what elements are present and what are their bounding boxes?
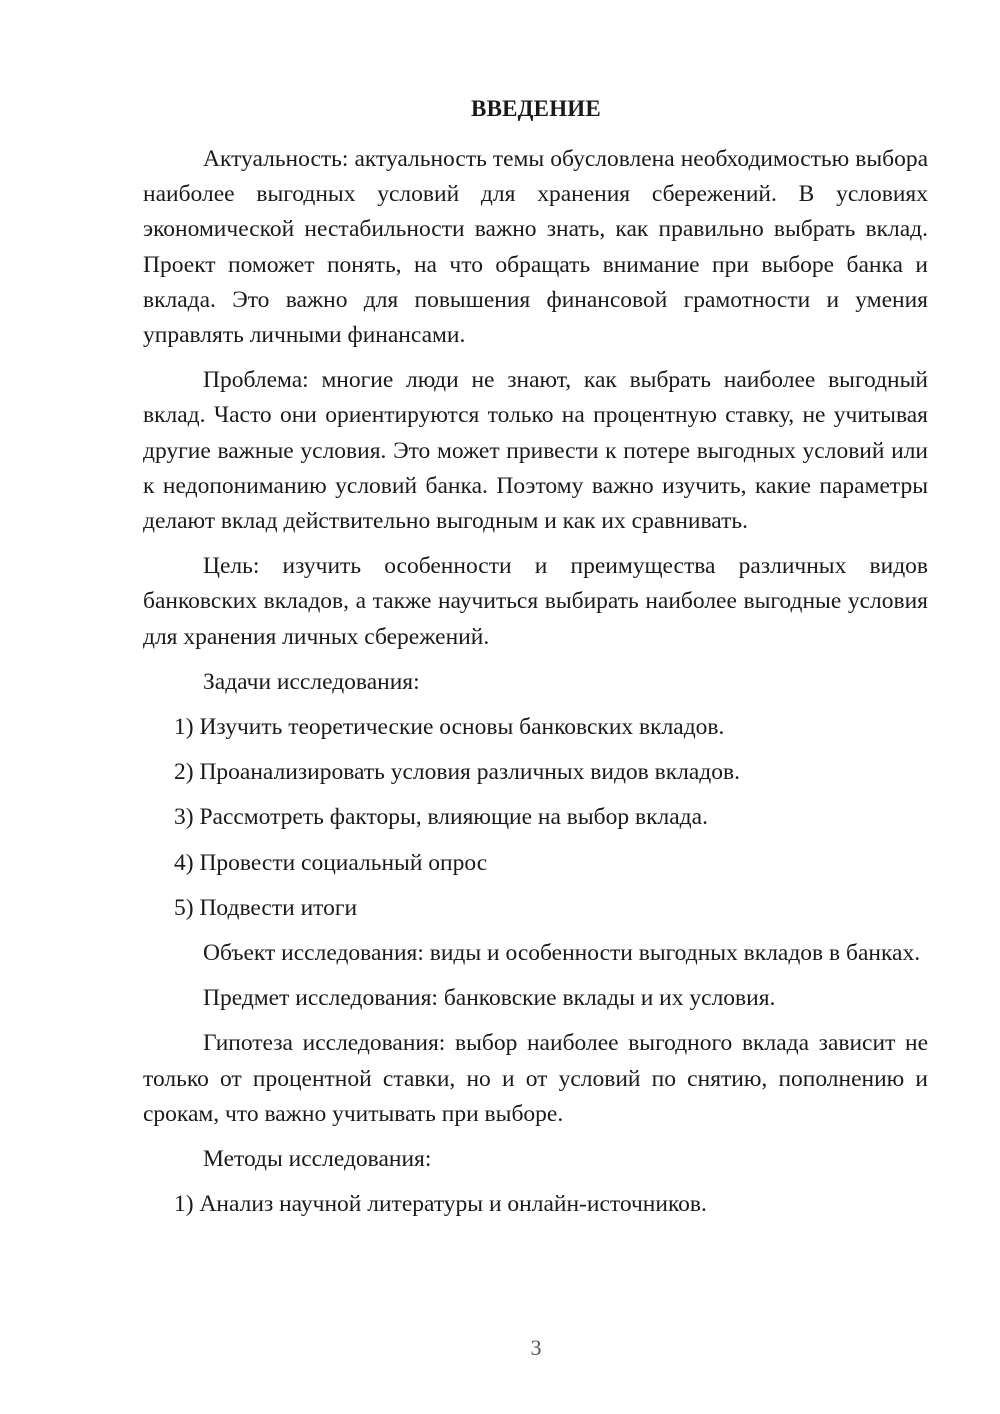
paragraph-problem: Проблема: многие люди не знают, как выбрать наиболее выгодный вклад. Часто они ориентируются только на процентную ставку, не учитывая другие важные условия. Это может привести к потере выгодных условий или к недопониманию условий банка. Поэтому важно изучить, какие параметры делают вклад действительно выгодным и как их сравнивать. [143,367,928,535]
method-item-1: 1) Анализ научной литературы и онлайн-источников. [174,1191,707,1218]
paragraph-relevance: Актуальность: актуальность темы обусловлена необходимостью выбора наиболее выгодных условий для хранения сбережений. В условиях экономической нестабильности важно знать, как правильно выбрать вклад. Проект поможет понять, на что обращать внимание при выборе банка и вклада. Это важно для повышения финансовой грамотности и умения управлять личными финансами. [143,146,928,349]
tasks-heading: Задачи исследования: [203,668,420,695]
paragraph-goal: Цель: изучить особенности и преимущества различных видов банковских вкладов, а также научиться выбирать наиболее выгодные условия для хранения личных сбережений. [143,553,928,650]
task-item-2: 2) Проанализировать условия различных видов вкладов. [174,759,740,786]
task-item-4: 4) Провести социальный опрос [174,849,488,876]
task-item-3: 3) Рассмотреть факторы, влияющие на выбор вклада. [174,804,708,831]
task-item-5: 5) Подвести итоги [174,894,358,921]
paragraph-object: Объект исследования: виды и особенности выгодных вкладов в банках. [203,940,921,967]
page-number: 3 [530,1335,542,1360]
paragraph-subject: Предмет исследования: банковские вклады и их условия. [203,985,776,1012]
task-item-1: 1) Изучить теоретические основы банковских вкладов. [174,714,725,741]
document-body [143,142,928,1232]
methods-heading: Методы исследования: [203,1146,432,1173]
page-title: ВВЕДЕНИЕ [471,96,601,121]
paragraph-hypothesis: Гипотеза исследования: выбор наиболее выгодного вклада зависит не только от процентной ставки, но и от условий по снятию, пополнению и срокам, что важно учитывать при выборе. [143,1030,928,1127]
